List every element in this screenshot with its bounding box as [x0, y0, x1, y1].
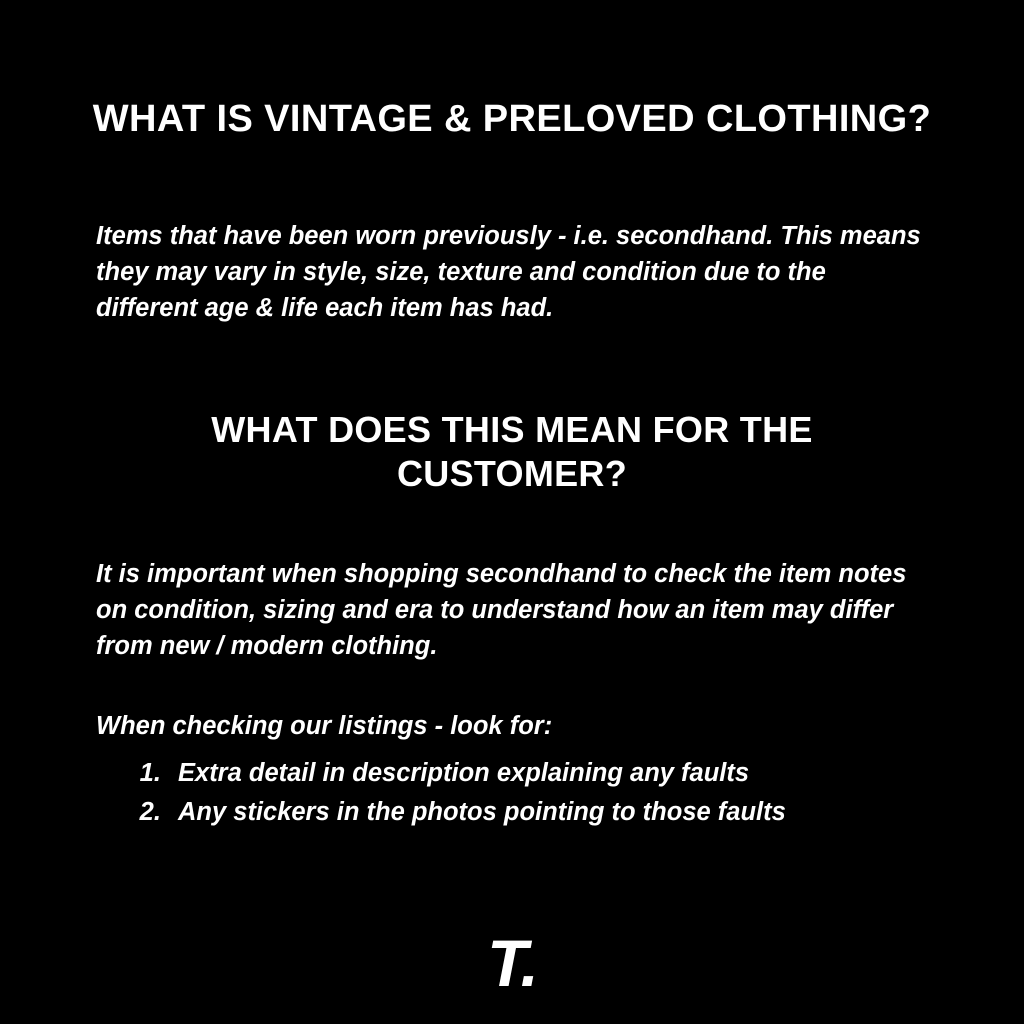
section-heading: WHAT DOES THIS MEAN FOR THE CUSTOMER?	[211, 408, 813, 494]
list-item: 2. Any stickers in the photos pointing to those faults	[168, 793, 988, 832]
listings-prompt: When checking our listings - look for:	[96, 711, 553, 740]
brand-logo: T.	[487, 926, 537, 1000]
customer-paragraph: It is important when shopping secondhand to check the item notes on condition, sizing and era to understand how an item may differ from new / modern clothing.	[96, 559, 907, 660]
intro-paragraph: Items that have been worn previously - i.e. secondhand. This means they may vary in style, size, texture and condition due to the different age & life each item has had.	[96, 221, 921, 322]
page-title: WHAT IS VINTAGE & PRELOVED CLOTHING?	[92, 98, 932, 141]
list-item: 1. Extra detail in description explaining any faults	[168, 754, 988, 793]
checklist	[118, 754, 988, 832]
